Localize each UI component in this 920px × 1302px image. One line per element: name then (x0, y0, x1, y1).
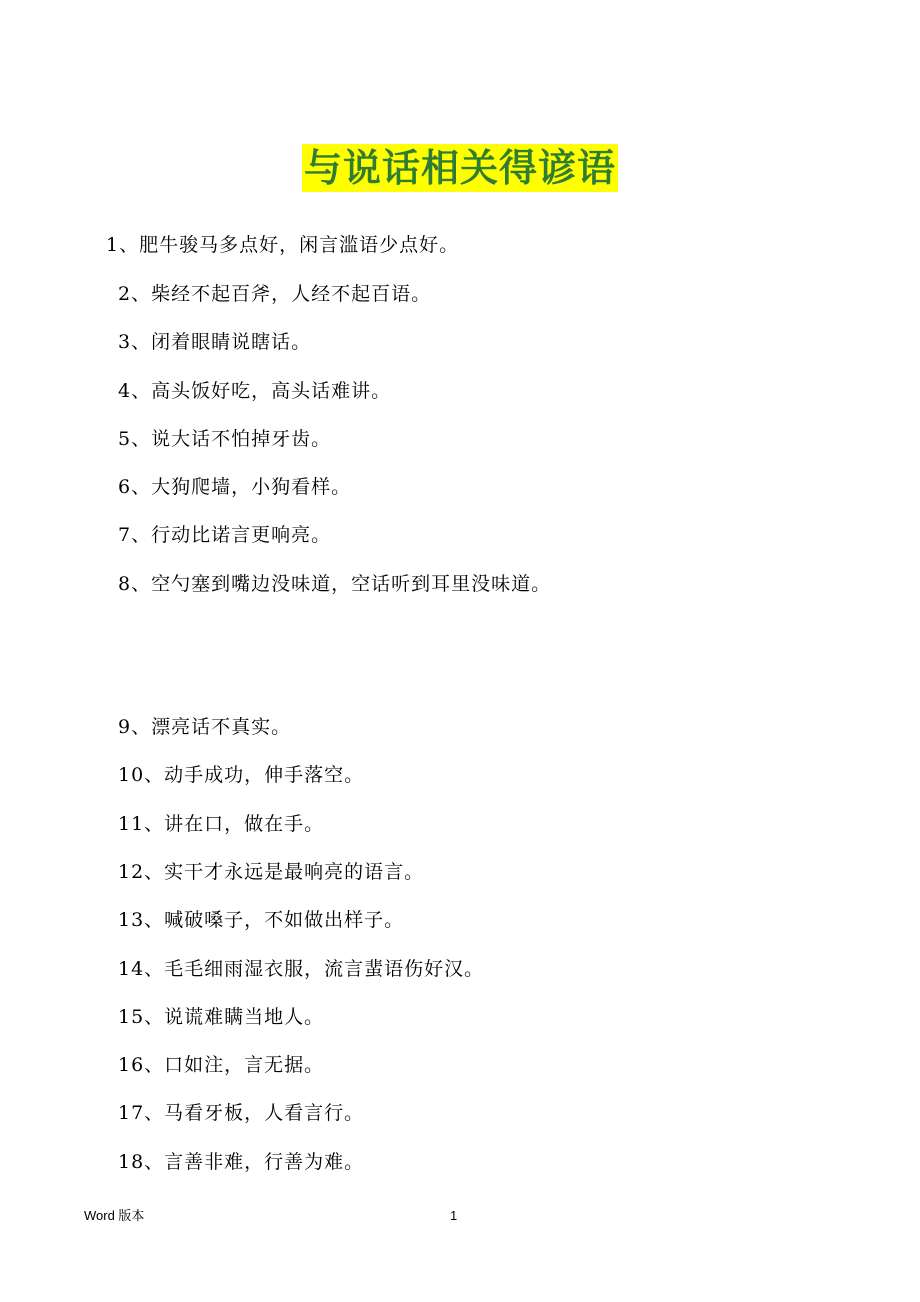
list-item: 15、说谎难瞒当地人。 (118, 1006, 325, 1028)
list-item: 4、高头饭好吃，高头话难讲。 (118, 380, 392, 402)
list-item: 6、大狗爬墙，小狗看样。 (118, 476, 352, 498)
list-item: 14、毛毛细雨湿衣服，流言蜚语伤好汉。 (118, 958, 485, 980)
list-item: 11、讲在口，做在手。 (118, 813, 325, 835)
list-item: 10、动手成功，伸手落空。 (118, 764, 365, 786)
title-container (0, 144, 920, 192)
page-title: 与说话相关得谚语 (303, 146, 616, 190)
list-item: 7、行动比诺言更响亮。 (118, 524, 332, 546)
list-item: 9、漂亮话不真实。 (118, 716, 292, 738)
list-item: 16、口如注，言无据。 (118, 1054, 325, 1076)
footer-label: Word 版本 (84, 1208, 145, 1223)
page-number: 1 (450, 1208, 458, 1223)
list-item: 5、说大话不怕掉牙齿。 (118, 428, 332, 450)
list-item: 18、言善非难，行善为难。 (118, 1151, 365, 1173)
list-item: 2、柴经不起百斧，人经不起百语。 (118, 283, 432, 305)
list-item: 1、肥牛骏马多点好，闲言滥语少点好。 (106, 234, 460, 256)
list-item: 12、实干才永远是最响亮的语言。 (118, 861, 425, 883)
list-item: 3、闭着眼睛说瞎话。 (118, 331, 312, 353)
list-item: 17、马看牙板，人看言行。 (118, 1102, 365, 1124)
list-item: 8、空勺塞到嘴边没味道，空话听到耳里没味道。 (118, 573, 552, 595)
list-item: 13、喊破嗓子，不如做出样子。 (118, 909, 405, 931)
